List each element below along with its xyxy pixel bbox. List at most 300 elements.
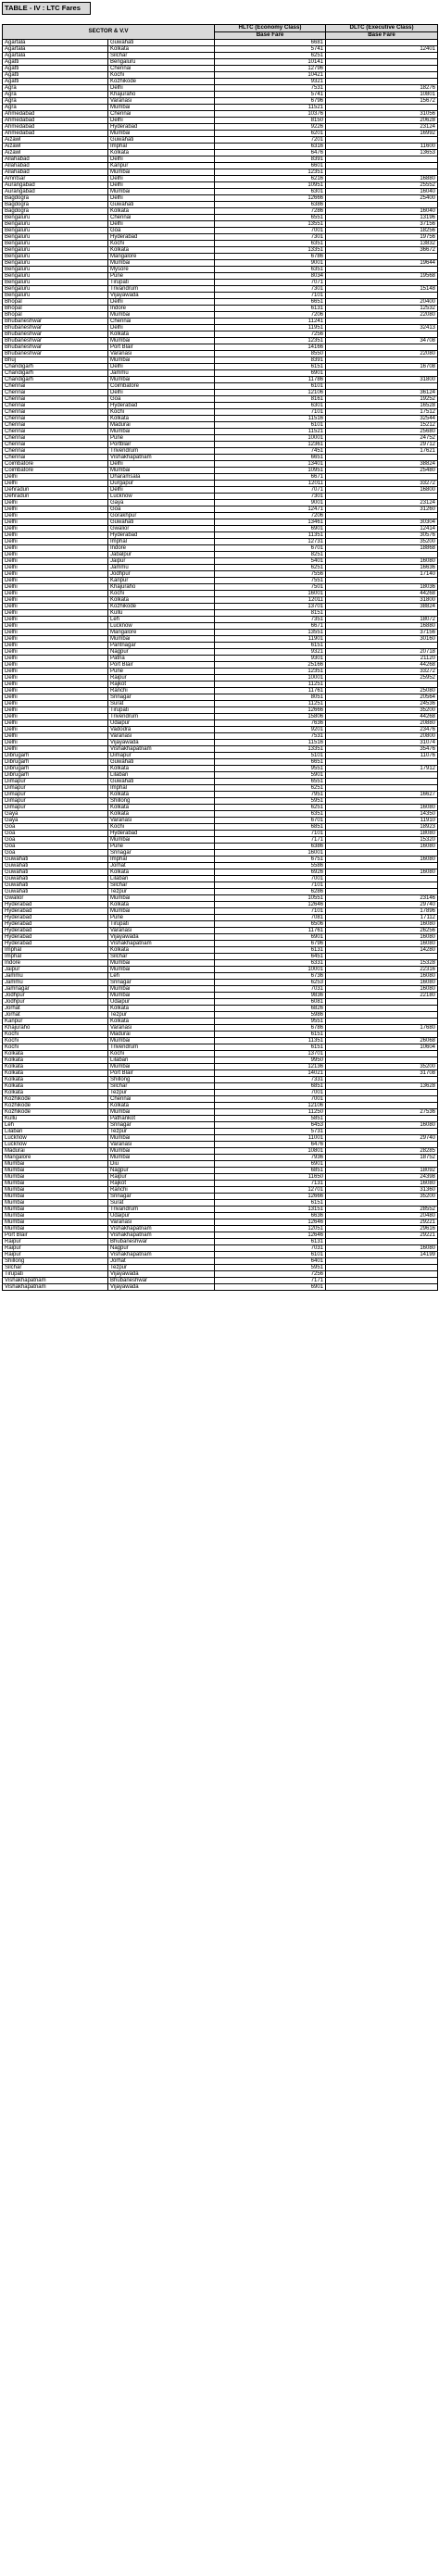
dltc-fare-cell xyxy=(326,331,438,338)
dltc-fare-cell: 17912 xyxy=(326,766,438,772)
sector-from-cell: Bagdogra xyxy=(3,202,108,208)
hltc-fare-cell: 13351 xyxy=(215,746,326,753)
sector-to-cell: Kolkata xyxy=(108,150,215,156)
hltc-fare-cell: 10001 xyxy=(215,435,326,442)
hltc-fare-cell: 6476 xyxy=(215,150,326,156)
sector-from-cell: Bhopal xyxy=(3,312,108,319)
table-row xyxy=(3,254,438,260)
sector-from-cell: Mumbai xyxy=(3,1194,108,1200)
sector-from-cell: Delhi xyxy=(3,688,108,694)
sector-from-cell: Delhi xyxy=(3,740,108,746)
table-row xyxy=(3,636,438,643)
table-row xyxy=(3,565,438,571)
dltc-fare-cell: 16080 xyxy=(326,941,438,947)
dltc-fare-cell xyxy=(326,863,438,869)
hltc-fare-cell: 7171 xyxy=(215,1278,326,1284)
header-dltc-base-fare: Base Fare xyxy=(326,32,438,40)
header-sector: SECTOR & V.V xyxy=(3,25,215,40)
table-row xyxy=(3,500,438,506)
dltc-fare-cell: 20718 xyxy=(326,649,438,656)
dltc-fare-cell: 32413 xyxy=(326,325,438,331)
sector-to-cell: Guwahati xyxy=(108,40,215,46)
table-row xyxy=(3,811,438,818)
sector-from-cell: Dimapur xyxy=(3,798,108,805)
sector-to-cell: Hyderabad xyxy=(108,403,215,409)
hltc-fare-cell: 8550 xyxy=(215,351,326,357)
sector-to-cell: Dimapur xyxy=(108,753,215,759)
dltc-fare-cell: 18036 xyxy=(326,584,438,591)
sector-from-cell: Guwahati xyxy=(3,882,108,889)
sector-to-cell: Tezpur xyxy=(108,1090,215,1096)
sector-to-cell: Delhi xyxy=(108,299,215,306)
sector-from-cell: Dimapur xyxy=(3,805,108,811)
table-row xyxy=(3,1168,438,1174)
table-row xyxy=(3,1200,438,1207)
sector-from-cell: Jorhat xyxy=(3,1012,108,1019)
dltc-fare-cell: 26256 xyxy=(326,928,438,934)
hltc-fare-cell: 5731 xyxy=(215,1129,326,1135)
hltc-fare-cell: 7531 xyxy=(215,85,326,92)
dltc-fare-cell: 18276 xyxy=(326,85,438,92)
sector-to-cell: Kochi xyxy=(108,591,215,597)
dltc-fare-cell: 11600 xyxy=(326,144,438,150)
header-dltc: DLTC (Executive Class) xyxy=(326,25,438,32)
dltc-fare-cell xyxy=(326,40,438,46)
table-row xyxy=(3,960,438,967)
hltc-fare-cell: 10551 xyxy=(215,895,326,902)
sector-to-cell: Surat xyxy=(108,1200,215,1207)
hltc-fare-cell: 7556 xyxy=(215,571,326,578)
hltc-fare-cell: 8150 xyxy=(215,118,326,124)
dltc-fare-cell: 31360 xyxy=(326,1187,438,1194)
sector-from-cell: Chennai xyxy=(3,442,108,448)
sector-from-cell: Mumbai xyxy=(3,1181,108,1187)
table-row xyxy=(3,448,438,455)
hltc-fare-cell: 6551 xyxy=(215,779,326,785)
sector-from-cell: Coimbatore xyxy=(3,461,108,468)
table-row xyxy=(3,260,438,267)
sector-from-cell: Delhi xyxy=(3,578,108,584)
sector-to-cell: Kolkata xyxy=(108,416,215,422)
hltc-fare-cell: 12701 xyxy=(215,1187,326,1194)
hltc-fare-cell: 6251 xyxy=(215,565,326,571)
hltc-fare-cell: 6386 xyxy=(215,202,326,208)
sector-from-cell: Agatti xyxy=(3,79,108,85)
dltc-fare-cell: 16040 xyxy=(326,189,438,195)
table-row xyxy=(3,1019,438,1025)
sector-to-cell: Lilabari xyxy=(108,772,215,779)
sector-to-cell: Imphal xyxy=(108,144,215,150)
hltc-fare-cell: 12666 xyxy=(215,195,326,202)
dltc-fare-cell: 29616 xyxy=(326,1226,438,1232)
sector-to-cell: Imphal xyxy=(108,857,215,863)
hltc-fare-cell: 6601 xyxy=(215,163,326,169)
hltc-fare-cell: 7636 xyxy=(215,720,326,727)
table-row xyxy=(3,79,438,85)
hltc-fare-cell: 6081 xyxy=(215,999,326,1006)
table-row xyxy=(3,1057,438,1064)
dltc-fare-cell xyxy=(326,319,438,325)
sector-to-cell: Vishakhapatnam xyxy=(108,455,215,461)
sector-from-cell: Delhi xyxy=(3,675,108,682)
dltc-fare-cell: 35200 xyxy=(326,1064,438,1070)
dltc-fare-cell: 22080 xyxy=(326,312,438,319)
sector-to-cell: Mumbai xyxy=(108,967,215,973)
sector-to-cell: Lilabari xyxy=(108,1057,215,1064)
sector-from-cell: Kochi xyxy=(3,1044,108,1051)
sector-from-cell: Delhi xyxy=(3,519,108,526)
dltc-fare-cell xyxy=(326,1278,438,1284)
dltc-fare-cell: 29221 xyxy=(326,1219,438,1226)
table-row xyxy=(3,643,438,649)
dltc-fare-cell: 16080 xyxy=(326,1245,438,1252)
table-row xyxy=(3,928,438,934)
sector-to-cell: Kolkata xyxy=(108,766,215,772)
hltc-fare-cell: 12051 xyxy=(215,1226,326,1232)
sector-from-cell: Chandigarh xyxy=(3,377,108,383)
table-row xyxy=(3,876,438,882)
sector-to-cell: Patna xyxy=(108,656,215,662)
sector-from-cell: Delhi xyxy=(3,597,108,604)
dltc-fare-cell xyxy=(326,254,438,260)
dltc-fare-cell: 16080 xyxy=(326,973,438,980)
hltc-fare-cell: 11761 xyxy=(215,928,326,934)
hltc-fare-cell: 8251 xyxy=(215,552,326,558)
hltc-fare-cell: 25166 xyxy=(215,662,326,669)
sector-from-cell: Chennai xyxy=(3,455,108,461)
sector-to-cell: Guwahati xyxy=(108,519,215,526)
table-row xyxy=(3,805,438,811)
hltc-fare-cell: 13351 xyxy=(215,247,326,254)
sector-from-cell: Delhi xyxy=(3,630,108,636)
sector-to-cell: Hyderabad xyxy=(108,532,215,539)
dltc-fare-cell: 14199 xyxy=(326,1252,438,1258)
sector-to-cell: Jammu xyxy=(108,370,215,377)
dltc-fare-cell: 23146 xyxy=(326,895,438,902)
sector-from-cell: Delhi xyxy=(3,481,108,487)
sector-from-cell: Coimbatore xyxy=(3,468,108,474)
sector-to-cell: Mumbai xyxy=(108,131,215,137)
sector-from-cell: Kozhikode xyxy=(3,1103,108,1109)
table-row xyxy=(3,539,438,545)
dltc-fare-cell xyxy=(326,1012,438,1019)
table-row xyxy=(3,591,438,597)
dltc-fare-cell xyxy=(326,1090,438,1096)
sector-to-cell: Tezpur xyxy=(108,1012,215,1019)
hltc-fare-cell: 6786 xyxy=(215,254,326,260)
hltc-fare-cell: 7331 xyxy=(215,1077,326,1083)
hltc-fare-cell: 6401 xyxy=(215,1258,326,1265)
table-row xyxy=(3,202,438,208)
table-row xyxy=(3,947,438,954)
table-row xyxy=(3,850,438,857)
hltc-fare-cell: 7201 xyxy=(215,137,326,144)
hltc-fare-cell: 12351 xyxy=(215,669,326,675)
table-row xyxy=(3,1038,438,1044)
hltc-fare-cell: 6751 xyxy=(215,857,326,863)
dltc-fare-cell: 30304 xyxy=(326,519,438,526)
sector-from-cell: Bagdogra xyxy=(3,208,108,215)
hltc-fare-cell: 5586 xyxy=(215,863,326,869)
dltc-fare-cell xyxy=(326,1096,438,1103)
table-row xyxy=(3,934,438,941)
table-row xyxy=(3,455,438,461)
sector-from-cell: Delhi xyxy=(3,526,108,532)
sector-to-cell: Khajuraho xyxy=(108,92,215,98)
dltc-fare-cell xyxy=(326,1129,438,1135)
table-row xyxy=(3,921,438,928)
sector-from-cell: Agartala xyxy=(3,40,108,46)
hltc-fare-cell: 12011 xyxy=(215,597,326,604)
sector-from-cell: Allahabad xyxy=(3,163,108,169)
dltc-fare-cell: 35200 xyxy=(326,1194,438,1200)
table-row xyxy=(3,519,438,526)
sector-to-cell: Imphal xyxy=(108,539,215,545)
sector-from-cell: Delhi xyxy=(3,552,108,558)
sector-from-cell: Kolkata xyxy=(3,1057,108,1064)
sector-to-cell: Mumbai xyxy=(108,105,215,111)
sector-to-cell: Delhi xyxy=(108,221,215,228)
sector-to-cell: Kolkata xyxy=(108,947,215,954)
sector-to-cell: Bhubaneshwar xyxy=(108,1239,215,1245)
sector-to-cell: Mumbai xyxy=(108,338,215,344)
table-row xyxy=(3,532,438,539)
hltc-fare-cell: 10421 xyxy=(215,72,326,79)
hltc-fare-cell: 7256 xyxy=(215,1271,326,1278)
hltc-fare-cell: 6451 xyxy=(215,954,326,960)
sector-to-cell: Mumbai xyxy=(108,636,215,643)
sector-from-cell: Jodhpur xyxy=(3,993,108,999)
table-row xyxy=(3,1096,438,1103)
table-row xyxy=(3,649,438,656)
sector-from-cell: Goa xyxy=(3,844,108,850)
dltc-fare-cell: 18923 xyxy=(326,824,438,831)
table-row xyxy=(3,688,438,694)
table-row xyxy=(3,999,438,1006)
sector-to-cell: Guwahati xyxy=(108,202,215,208)
sector-to-cell: Diu xyxy=(108,1161,215,1168)
sector-to-cell: Port Blair xyxy=(108,662,215,669)
table-row xyxy=(3,1213,438,1219)
sector-from-cell: Chennai xyxy=(3,409,108,416)
dltc-fare-cell: 20564 xyxy=(326,694,438,701)
dltc-fare-cell xyxy=(326,280,438,286)
table-row xyxy=(3,182,438,189)
table-row xyxy=(3,908,438,915)
hltc-fare-cell: 6926 xyxy=(215,869,326,876)
hltc-fare-cell: 9321 xyxy=(215,649,326,656)
hltc-fare-cell: 7351 xyxy=(215,617,326,623)
dltc-fare-cell xyxy=(326,578,438,584)
sector-to-cell: Srinagar xyxy=(108,1194,215,1200)
hltc-fare-cell: 6101 xyxy=(215,383,326,390)
sector-to-cell: Srinagar xyxy=(108,694,215,701)
dltc-fare-cell: 33272 xyxy=(326,669,438,675)
dltc-fare-cell xyxy=(326,156,438,163)
sector-from-cell: Bhopal xyxy=(3,306,108,312)
hltc-fare-cell: 6671 xyxy=(215,623,326,630)
table-row xyxy=(3,662,438,669)
dltc-fare-cell: 13653 xyxy=(326,150,438,156)
dltc-fare-cell: 16080 xyxy=(326,921,438,928)
hltc-fare-cell: 6901 xyxy=(215,934,326,941)
dltc-fare-cell xyxy=(326,494,438,500)
hltc-fare-cell: 9201 xyxy=(215,727,326,733)
sector-to-cell: Delhi xyxy=(108,118,215,124)
sector-to-cell: Kolkata xyxy=(108,869,215,876)
table-row xyxy=(3,319,438,325)
sector-from-cell: Agartala xyxy=(3,46,108,53)
sector-to-cell: Kozhikode xyxy=(108,79,215,85)
table-row xyxy=(3,195,438,202)
sector-from-cell: Delhi xyxy=(3,500,108,506)
table-row xyxy=(3,1187,438,1194)
table-row xyxy=(3,1083,438,1090)
sector-to-cell: Leh xyxy=(108,617,215,623)
dltc-fare-cell: 18092 xyxy=(326,1168,438,1174)
sector-from-cell: Allahabad xyxy=(3,169,108,176)
dltc-fare-cell: 13832 xyxy=(326,241,438,247)
dltc-fare-cell xyxy=(326,1006,438,1012)
dltc-fare-cell: 25680 xyxy=(326,429,438,435)
table-row xyxy=(3,1077,438,1083)
table-row xyxy=(3,1155,438,1161)
hltc-fare-cell: 12106 xyxy=(215,390,326,396)
dltc-fare-cell xyxy=(326,72,438,79)
hltc-fare-cell: 11351 xyxy=(215,1038,326,1044)
table-row xyxy=(3,357,438,364)
hltc-fare-cell: 11901 xyxy=(215,636,326,643)
hltc-fare-cell: 6151 xyxy=(215,1044,326,1051)
sector-from-cell: Dibrugarh xyxy=(3,753,108,759)
sector-to-cell: Trivendrum xyxy=(108,448,215,455)
sector-from-cell: Delhi xyxy=(3,714,108,720)
dltc-fare-cell: 15672 xyxy=(326,98,438,105)
sector-from-cell: Mumbai xyxy=(3,1174,108,1181)
table-row xyxy=(3,1006,438,1012)
hltc-fare-cell: 6453 xyxy=(215,1122,326,1129)
hltc-fare-cell: 12351 xyxy=(215,338,326,344)
hltc-fare-cell: 12351 xyxy=(215,169,326,176)
sector-from-cell: Mumbai xyxy=(3,1207,108,1213)
table-row xyxy=(3,584,438,591)
dltc-fare-cell xyxy=(326,474,438,481)
dltc-fare-cell: 18072 xyxy=(326,617,438,623)
sector-from-cell: Delhi xyxy=(3,649,108,656)
table-row xyxy=(3,409,438,416)
sector-to-cell: Kolkata xyxy=(108,331,215,338)
header-row-1 xyxy=(3,25,438,32)
sector-to-cell: Kolkata xyxy=(108,208,215,215)
sector-to-cell: Tirupati xyxy=(108,280,215,286)
sector-to-cell: Vijayawada xyxy=(108,740,215,746)
sector-to-cell: Kanpur xyxy=(108,578,215,584)
table-row xyxy=(3,506,438,513)
sector-from-cell: Guwahati xyxy=(3,876,108,882)
table-row xyxy=(3,630,438,636)
dltc-fare-cell xyxy=(326,53,438,59)
sector-to-cell: Jammu xyxy=(108,565,215,571)
hltc-fare-cell: 9226 xyxy=(215,124,326,131)
sector-to-cell: Trivendrum xyxy=(108,714,215,720)
hltc-fare-cell: 6101 xyxy=(215,1252,326,1258)
table-row xyxy=(3,1103,438,1109)
sector-from-cell: Delhi xyxy=(3,584,108,591)
table-row xyxy=(3,895,438,902)
dltc-fare-cell xyxy=(326,850,438,857)
table-row xyxy=(3,494,438,500)
sector-from-cell: Chennai xyxy=(3,422,108,429)
dltc-fare-cell: 31056 xyxy=(326,111,438,118)
table-row xyxy=(3,144,438,150)
hltc-fare-cell: 6506 xyxy=(215,921,326,928)
dltc-fare-cell: 44268 xyxy=(326,662,438,669)
hltc-fare-cell: 6786 xyxy=(215,1025,326,1032)
dltc-fare-cell: 13628 xyxy=(326,1083,438,1090)
sector-to-cell: Mumbai xyxy=(108,1109,215,1116)
sector-to-cell: Varanasi xyxy=(108,1025,215,1032)
sector-from-cell: Bengaluru xyxy=(3,241,108,247)
sector-from-cell: Leh xyxy=(3,1122,108,1129)
sector-to-cell: Chennai xyxy=(108,66,215,72)
table-row xyxy=(3,707,438,714)
dltc-fare-cell: 18080 xyxy=(326,831,438,837)
dltc-fare-cell: 37156 xyxy=(326,221,438,228)
hltc-fare-cell: 12796 xyxy=(215,66,326,72)
sector-to-cell: Trivendrum xyxy=(108,1044,215,1051)
hltc-fare-cell: 7101 xyxy=(215,882,326,889)
table-row xyxy=(3,1271,438,1278)
hltc-fare-cell: 12666 xyxy=(215,1194,326,1200)
table-row xyxy=(3,331,438,338)
sector-from-cell: Agra xyxy=(3,92,108,98)
table-row xyxy=(3,487,438,494)
sector-to-cell: Chennai xyxy=(108,1096,215,1103)
sector-to-cell: Varanasi xyxy=(108,818,215,824)
table-row xyxy=(3,105,438,111)
table-row xyxy=(3,46,438,53)
hltc-fare-cell: 7001 xyxy=(215,228,326,234)
sector-to-cell: Mumbai xyxy=(108,468,215,474)
dltc-fare-cell: 22180 xyxy=(326,993,438,999)
hltc-fare-cell: 12011 xyxy=(215,481,326,487)
dltc-fare-cell: 17621 xyxy=(326,448,438,455)
sector-to-cell: Mumbai xyxy=(108,1038,215,1044)
sector-to-cell: Pune xyxy=(108,844,215,850)
dltc-fare-cell: 36124 xyxy=(326,390,438,396)
sector-from-cell: Aurangabad xyxy=(3,189,108,195)
hltc-fare-cell: 6253 xyxy=(215,980,326,986)
dltc-fare-cell: 18868 xyxy=(326,545,438,552)
table-row xyxy=(3,993,438,999)
sector-from-cell: Hyderabad xyxy=(3,928,108,934)
sector-to-cell: Vijayawada xyxy=(108,934,215,941)
table-row xyxy=(3,1174,438,1181)
table-row xyxy=(3,66,438,72)
dltc-fare-cell: 35476 xyxy=(326,746,438,753)
sector-to-cell: Vishakhapatnam xyxy=(108,1232,215,1239)
table-row xyxy=(3,1044,438,1051)
sector-from-cell: Ahmedabad xyxy=(3,124,108,131)
hltc-fare-cell: 13701 xyxy=(215,1051,326,1057)
sector-to-cell: Durgapur xyxy=(108,481,215,487)
sector-from-cell: Agartala xyxy=(3,53,108,59)
dltc-fare-cell: 12414 xyxy=(326,526,438,532)
dltc-fare-cell xyxy=(326,1161,438,1168)
sector-from-cell: Chennai xyxy=(3,396,108,403)
hltc-fare-cell: 7301 xyxy=(215,234,326,241)
hltc-fare-cell: 5951 xyxy=(215,798,326,805)
